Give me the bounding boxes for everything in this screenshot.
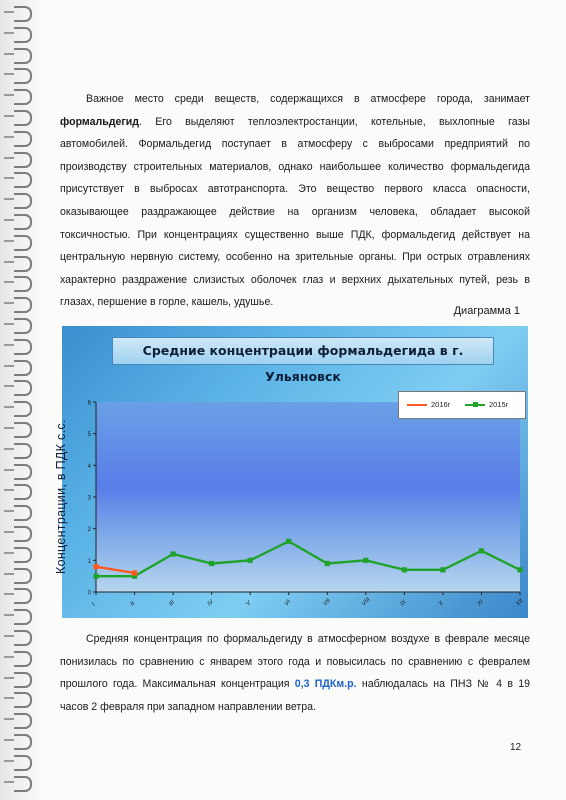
- data-point-2015г: [440, 567, 445, 572]
- x-tick-label: VIII: [360, 596, 372, 608]
- data-point-2015г: [325, 561, 330, 566]
- data-point-2015г: [93, 574, 98, 579]
- page-number: 12: [510, 742, 522, 753]
- max-concentration-value: 0,3 ПДКм.р.: [294, 678, 357, 691]
- chart-title: Средние концентрации формальдегида в г. Ульяновск: [112, 337, 494, 365]
- paragraph2-text-rest: наблюдалась на ПНЗ № 4 в 19 часов 2 февраля при западном направлении ветра.: [60, 678, 530, 713]
- data-point-2015г: [363, 558, 368, 563]
- series-line-2015г: [96, 541, 520, 576]
- x-tick-label: X: [438, 600, 446, 608]
- data-point-2015г: [479, 548, 484, 553]
- x-tick-label: XI: [476, 599, 485, 608]
- y-tick-label: 4: [87, 463, 91, 470]
- data-point-2016г: [93, 564, 98, 569]
- legend-label-2016: 2016г: [431, 400, 451, 409]
- paragraph1-text-rest: . Его выделяют теплоэлектростанции, котельные, выхлопные газы автомобилей. Формальдегид поступает в атмосферу с выбросами предприятий по производству строительных материалов, однако наибольшее количество формальдегида присутствует в выбросах автотранспорта. Это вещество первого класса опасности, оказывающее раздражающее действие на организм человека, обладает высокой токсичностью. При концентрациях существенно выше ПДК, формальдегид действует на центральную нервную систему, особенно на зрительные органы. При острых отравлениях характерно раздражение слизистых оболочек глаз и верхних дыхательных путей, резь в глазах, першение в горле, кашель, удушье.: [60, 115, 530, 309]
- data-point-2015г: [248, 558, 253, 563]
- x-tick-label: I: [91, 601, 97, 608]
- y-tick-label: 5: [87, 432, 91, 439]
- legend-label-2015: 2015г: [489, 400, 509, 409]
- y-tick-label: 0: [87, 590, 91, 597]
- chart-legend: [398, 391, 526, 419]
- legend-swatch-2016: [407, 404, 427, 406]
- x-tick-label: IX: [399, 599, 408, 608]
- x-tick-label: VI: [283, 599, 293, 608]
- legend-marker-2015: [473, 402, 478, 407]
- y-tick-label: 3: [87, 495, 91, 502]
- data-point-2016г: [132, 570, 137, 575]
- y-axis-label: Концентрации, в ПДК с.с.: [54, 419, 68, 574]
- paragraph2-text-start: Средняя концентрация по формальдегиду в атмосферном воздухе в феврале месяце понизилась по сравнению с январем этого года и повысилась по сравнению с февралем прошлого года. Максимальная концентрация: [60, 633, 530, 691]
- y-tick-label: 6: [87, 400, 91, 407]
- x-tick-label: IV: [206, 599, 216, 608]
- x-tick-label: V: [245, 600, 253, 608]
- y-tick-label: 2: [87, 527, 91, 534]
- data-point-2015г: [170, 551, 175, 556]
- paragraph1-text-start: Важное место среди веществ, содержащихся в атмосфере города, занимает: [86, 93, 530, 105]
- data-point-2015г: [209, 561, 214, 566]
- x-tick-label: XII: [515, 597, 525, 608]
- x-tick-label: II: [129, 600, 137, 608]
- data-point-2015г: [402, 567, 407, 572]
- x-tick-label: VII: [322, 597, 332, 608]
- data-point-2015г: [286, 539, 291, 544]
- x-tick-label: III: [168, 599, 177, 608]
- series-line-2016г: [96, 567, 135, 573]
- paragraph1-bold-term: формальдегид: [60, 115, 140, 128]
- data-point-2015г: [517, 567, 522, 572]
- paragraph-february-summary: [60, 628, 530, 718]
- y-tick-label: 1: [87, 558, 91, 565]
- diagram-caption: Диаграмма 1: [453, 305, 520, 317]
